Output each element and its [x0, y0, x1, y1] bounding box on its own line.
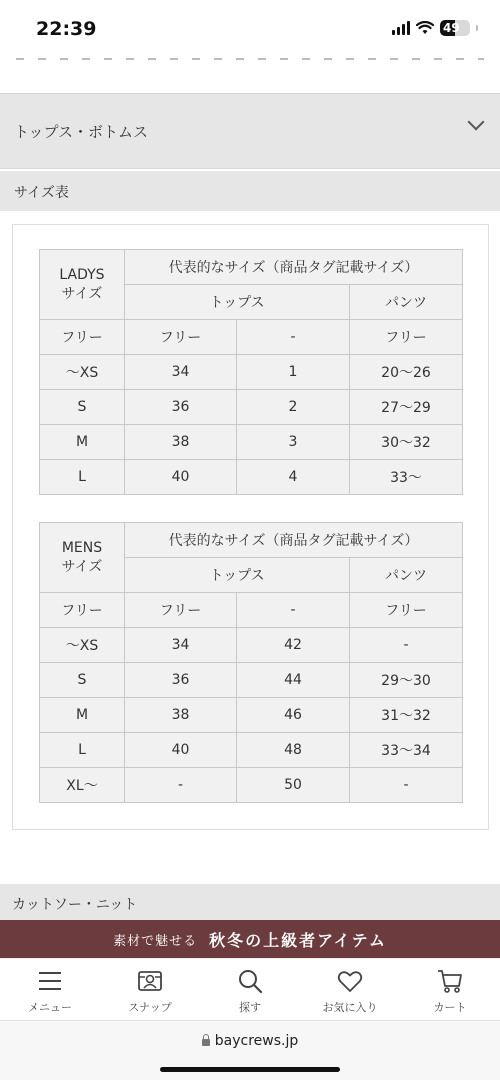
tab-search[interactable] — [200, 959, 300, 1020]
table-cell: - — [350, 628, 463, 663]
tab-snap[interactable] — [100, 959, 200, 1020]
heart-icon — [336, 967, 364, 995]
table-cell: - — [237, 320, 350, 355]
header-span: 代表的なサイズ（商品タグ記載サイズ） — [125, 523, 463, 558]
lock-icon — [202, 1039, 210, 1046]
table-cell: 3 — [237, 425, 350, 460]
table-cell: - — [125, 768, 237, 803]
section-header — [0, 171, 500, 211]
table-cell: 20〜26 — [350, 355, 463, 390]
pants-header: パンツ — [350, 285, 463, 320]
mens-gender-cell — [40, 523, 125, 593]
chevron-down-icon[interactable] — [468, 114, 485, 131]
table-row — [40, 390, 463, 425]
battery-tip — [476, 25, 478, 31]
wifi-icon — [416, 21, 434, 35]
tab-cart[interactable] — [400, 959, 500, 1020]
table-cell: フリー — [350, 320, 463, 355]
tab-label: 探す — [239, 1001, 261, 1014]
size-label: サイズ — [61, 285, 103, 302]
table-cell: 40 — [125, 460, 237, 495]
table-row — [40, 628, 463, 663]
table-cell: 46 — [237, 698, 350, 733]
tab-label: メニュー — [28, 1001, 72, 1014]
section-title: サイズ表 — [14, 185, 69, 201]
status-time: 22:39 — [36, 18, 97, 40]
bottom-tab-bar — [0, 958, 500, 1020]
table-cell: 42 — [237, 628, 350, 663]
table-cell: 40 — [125, 733, 237, 768]
table-cell: フリー — [40, 320, 125, 355]
table-cell: 34 — [125, 628, 237, 663]
search-icon — [236, 967, 264, 995]
table-cell: 31〜32 — [350, 698, 463, 733]
cellular-signal-icon — [392, 21, 410, 35]
table-cell: 29〜30 — [350, 663, 463, 698]
table-cell: 〜XS — [40, 628, 125, 663]
table-cell: フリー — [350, 593, 463, 628]
table-cell: 30〜32 — [350, 425, 463, 460]
table-cell: 〜XS — [40, 355, 125, 390]
table-cell: フリー — [40, 593, 125, 628]
table-cell: 33〜 — [350, 460, 463, 495]
table-cell: XL〜 — [40, 768, 125, 803]
category-label: カットソー・ニット — [12, 897, 138, 913]
scrolled-away-content — [0, 56, 500, 62]
size-chart-box — [12, 224, 489, 830]
table-cell: 1 — [237, 355, 350, 390]
table-cell: M — [40, 698, 125, 733]
table-cell: S — [40, 390, 125, 425]
table-row — [40, 733, 463, 768]
table-row — [40, 663, 463, 698]
pants-header: パンツ — [350, 558, 463, 593]
tab-label: スナップ — [128, 1001, 172, 1014]
tops-header: トップス — [125, 558, 350, 593]
tops-header: トップス — [125, 285, 350, 320]
table-cell: フリー — [125, 320, 237, 355]
table-cell: 4 — [237, 460, 350, 495]
table-cell: 36 — [125, 390, 237, 425]
table-cell: 36 — [125, 663, 237, 698]
table-cell: L — [40, 733, 125, 768]
battery-percent: 49 — [443, 21, 460, 35]
browser-url-bar[interactable] — [0, 1020, 500, 1080]
table-row — [40, 698, 463, 733]
header-span: 代表的なサイズ（商品タグ記載サイズ） — [125, 250, 463, 285]
battery-icon — [440, 20, 470, 36]
tab-label: カート — [433, 1001, 467, 1014]
table-cell: 34 — [125, 355, 237, 390]
table-cell: M — [40, 425, 125, 460]
url-display[interactable] — [0, 1033, 500, 1049]
ladies-size-table — [39, 249, 463, 495]
tab-favorites[interactable] — [300, 959, 400, 1020]
table-cell: 27〜29 — [350, 390, 463, 425]
table-row — [40, 425, 463, 460]
accordion-label: トップス・ボトムス — [14, 123, 148, 141]
table-cell: 33〜34 — [350, 733, 463, 768]
gender-label: LADYS — [59, 266, 105, 283]
promo-subtitle: 素材で魅せる — [113, 933, 198, 949]
table-row — [40, 320, 463, 355]
status-bar — [0, 0, 500, 58]
accordion-tops-bottoms[interactable] — [0, 93, 500, 169]
table-row — [40, 460, 463, 495]
tab-menu[interactable] — [0, 959, 100, 1020]
table-cell: 38 — [125, 698, 237, 733]
tab-label: お気に入り — [322, 1001, 378, 1014]
gender-label: MENS — [61, 539, 103, 556]
table-row — [40, 593, 463, 628]
table-cell: - — [350, 768, 463, 803]
size-label: サイズ — [61, 558, 103, 575]
mens-size-table — [39, 522, 463, 803]
table-cell: 2 — [237, 390, 350, 425]
url-text: baycrews.jp — [214, 1033, 299, 1049]
table-cell: 38 — [125, 425, 237, 460]
snap-icon — [136, 967, 164, 995]
ladies-gender-cell — [40, 250, 125, 320]
table-cell: 50 — [237, 768, 350, 803]
table-row — [40, 355, 463, 390]
category-header[interactable] — [0, 884, 500, 920]
table-cell: S — [40, 663, 125, 698]
promo-banner[interactable] — [0, 920, 500, 958]
table-cell: L — [40, 460, 125, 495]
table-cell: 48 — [237, 733, 350, 768]
table-cell: - — [237, 593, 350, 628]
promo-title: 秋冬の上級者アイテム — [209, 930, 387, 950]
status-icons — [392, 20, 478, 36]
table-cell: フリー — [125, 593, 237, 628]
table-cell: 44 — [237, 663, 350, 698]
home-indicator[interactable] — [160, 1067, 340, 1072]
cart-icon — [436, 967, 464, 995]
table-row — [40, 768, 463, 803]
menu-icon — [36, 967, 64, 995]
